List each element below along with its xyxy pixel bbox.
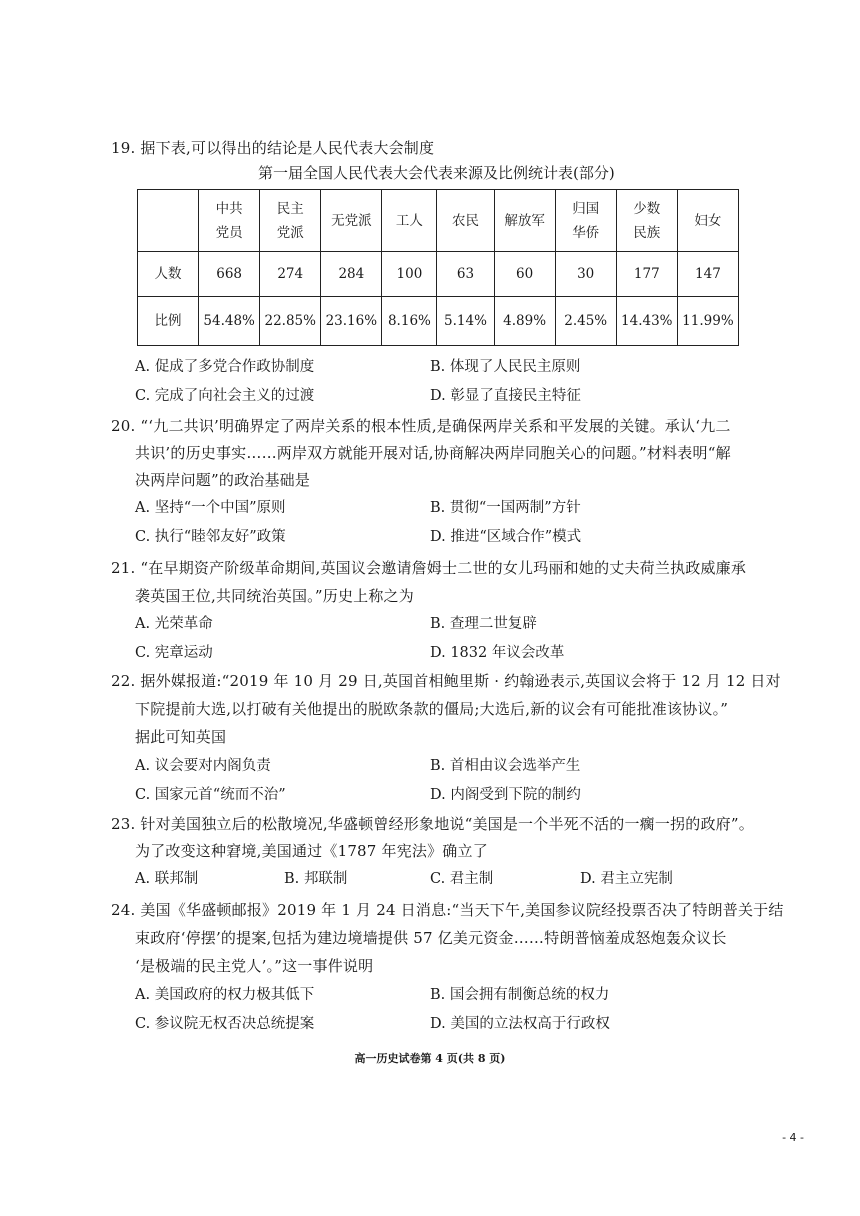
header-workers: 工人 xyxy=(382,190,437,252)
table-header-row xyxy=(138,190,739,252)
q19-option-d: D. 彰显了直接民主特征 xyxy=(430,388,581,404)
q21-option-c: C. 宪章运动 xyxy=(135,645,213,661)
q19-option-b: B. 体现了人民民主原则 xyxy=(430,359,581,375)
q21-option-a: A. 光荣革命 xyxy=(135,616,213,632)
q20-stem-line: 共识’的历史事实……两岸双方就能开展对话,协商解决两岸同胞关心的问题。”材料表明“解 xyxy=(135,444,731,462)
q22-stem-line: 据此可知英国 xyxy=(135,728,227,746)
q23-option-c: C. 君主制 xyxy=(430,871,494,887)
header-women: 妇女 xyxy=(677,190,738,252)
table-cell: 274 xyxy=(260,252,321,297)
q20-stem-line: 决两岸问题”的政治基础是 xyxy=(135,471,311,489)
q21-stem-line: 袭英国王位,共同统治英国。”历史上称之为 xyxy=(135,587,414,605)
table-cell: 22.85% xyxy=(260,297,321,346)
q21-option-d: D. 1832 年议会改革 xyxy=(430,645,565,661)
page-footer: 高一历史试卷第 4 页(共 8 页) xyxy=(354,1052,506,1065)
q22-stem-line: 下院提前大选,以打破有关他提出的脱欧条款的僵局;大选后,新的议会有可能批准该协议。” xyxy=(135,700,729,718)
header-ethnic-minorities: 少数 民族 xyxy=(616,190,677,252)
q22-stem-line: 22. 据外媒报道:“2019 年 10 月 29 日,英国首相鲍里斯 · 约翰逊表示,英国议会将于 12 月 12 日对 xyxy=(111,672,781,690)
q19-option-a: A. 促成了多党合作政协制度 xyxy=(135,359,315,375)
q24-option-c: C. 参议院无权否决总统提案 xyxy=(135,1016,315,1032)
table-cell: 668 xyxy=(199,252,260,297)
header-non-party: 无党派 xyxy=(321,190,382,252)
q20-option-d: D. 推进“区域合作”模式 xyxy=(430,529,582,545)
table-cell: 8.16% xyxy=(382,297,437,346)
q20-option-c: C. 执行“睦邻友好”政策 xyxy=(135,529,286,545)
header-pla: 解放军 xyxy=(494,190,555,252)
q19-stat-table xyxy=(137,189,739,346)
table-cell: 30 xyxy=(555,252,616,297)
table-cell: 177 xyxy=(616,252,677,297)
q22-option-d: D. 内阁受到下院的制约 xyxy=(430,787,581,803)
q21-stem-line: 21. “在早期资产阶级革命期间,英国议会邀请詹姆士二世的女儿玛丽和她的丈夫荷兰执政威廉承 xyxy=(111,559,747,577)
row-label-ratio: 比例 xyxy=(138,297,199,346)
table-cell: 5.14% xyxy=(437,297,494,346)
q24-stem-line: 24. 美国《华盛顿邮报》2019 年 1 月 24 日消息:“当天下午,美国参议院经投票否决了特朗普关于结 xyxy=(111,901,784,919)
header-peasants: 农民 xyxy=(437,190,494,252)
table-row xyxy=(138,252,739,297)
table-cell: 63 xyxy=(437,252,494,297)
q22-option-b: B. 首相由议会选举产生 xyxy=(430,758,581,774)
q22-option-a: A. 议会要对内阁负责 xyxy=(135,758,271,774)
table-cell: 60 xyxy=(494,252,555,297)
q24-option-b: B. 国会拥有制衡总统的权力 xyxy=(430,987,610,1003)
header-democratic-parties: 民主 党派 xyxy=(260,190,321,252)
header-cpc-members: 中共 党员 xyxy=(199,190,260,252)
page-number: - 4 - xyxy=(782,1131,804,1144)
row-label-count: 人数 xyxy=(138,252,199,297)
q21-option-b: B. 查理二世复辟 xyxy=(430,616,537,632)
q23-option-a: A. 联邦制 xyxy=(135,871,199,887)
q19-table-title: 第一届全国人民代表大会代表来源及比例统计表(部分) xyxy=(258,164,615,182)
table-cell: 54.48% xyxy=(199,297,260,346)
q24-stem-line: ‘是极端的民主党人’。”这一事件说明 xyxy=(135,957,374,975)
table-cell: 14.43% xyxy=(616,297,677,346)
table-cell: 11.99% xyxy=(677,297,738,346)
table-cell: 147 xyxy=(677,252,738,297)
header-overseas-chinese: 归国 华侨 xyxy=(555,190,616,252)
table-row xyxy=(138,297,739,346)
table-cell: 4.89% xyxy=(494,297,555,346)
table-cell: 100 xyxy=(382,252,437,297)
q20-stem-line: 20. “‘九二共识’明确界定了两岸关系的根本性质,是确保两岸关系和平发展的关键。承认‘九二 xyxy=(111,417,731,435)
table-cell: 284 xyxy=(321,252,382,297)
q20-option-b: B. 贯彻“一国两制”方针 xyxy=(430,500,581,516)
table-cell: 23.16% xyxy=(321,297,382,346)
q23-option-b: B. 邦联制 xyxy=(284,871,348,887)
q24-option-a: A. 美国政府的权力极其低下 xyxy=(135,987,315,1003)
q23-stem-line: 23. 针对美国独立后的松散境况,华盛顿曾经形象地说“美国是一个半死不活的一瘸一拐的政府”。 xyxy=(111,815,754,833)
q24-option-d: D. 美国的立法权高于行政权 xyxy=(430,1016,610,1032)
q22-option-c: C. 国家元首“统而不治” xyxy=(135,787,286,803)
q23-option-d: D. 君主立宪制 xyxy=(580,871,673,887)
q23-stem-line: 为了改变这种窘境,美国通过《1787 年宪法》确立了 xyxy=(135,842,488,860)
q19-option-c: C. 完成了向社会主义的过渡 xyxy=(135,388,315,404)
q24-stem-line: 束政府‘停摆’的提案,包括为建边境墙提供 57 亿美元资金……特朗普恼羞成怒炮轰众议长 xyxy=(135,929,727,947)
table-corner-cell xyxy=(138,190,199,252)
q20-option-a: A. 坚持“一个中国”原则 xyxy=(135,500,286,516)
q19-stem: 19. 据下表,可以得出的结论是人民代表大会制度 xyxy=(111,139,435,157)
table-cell: 2.45% xyxy=(555,297,616,346)
